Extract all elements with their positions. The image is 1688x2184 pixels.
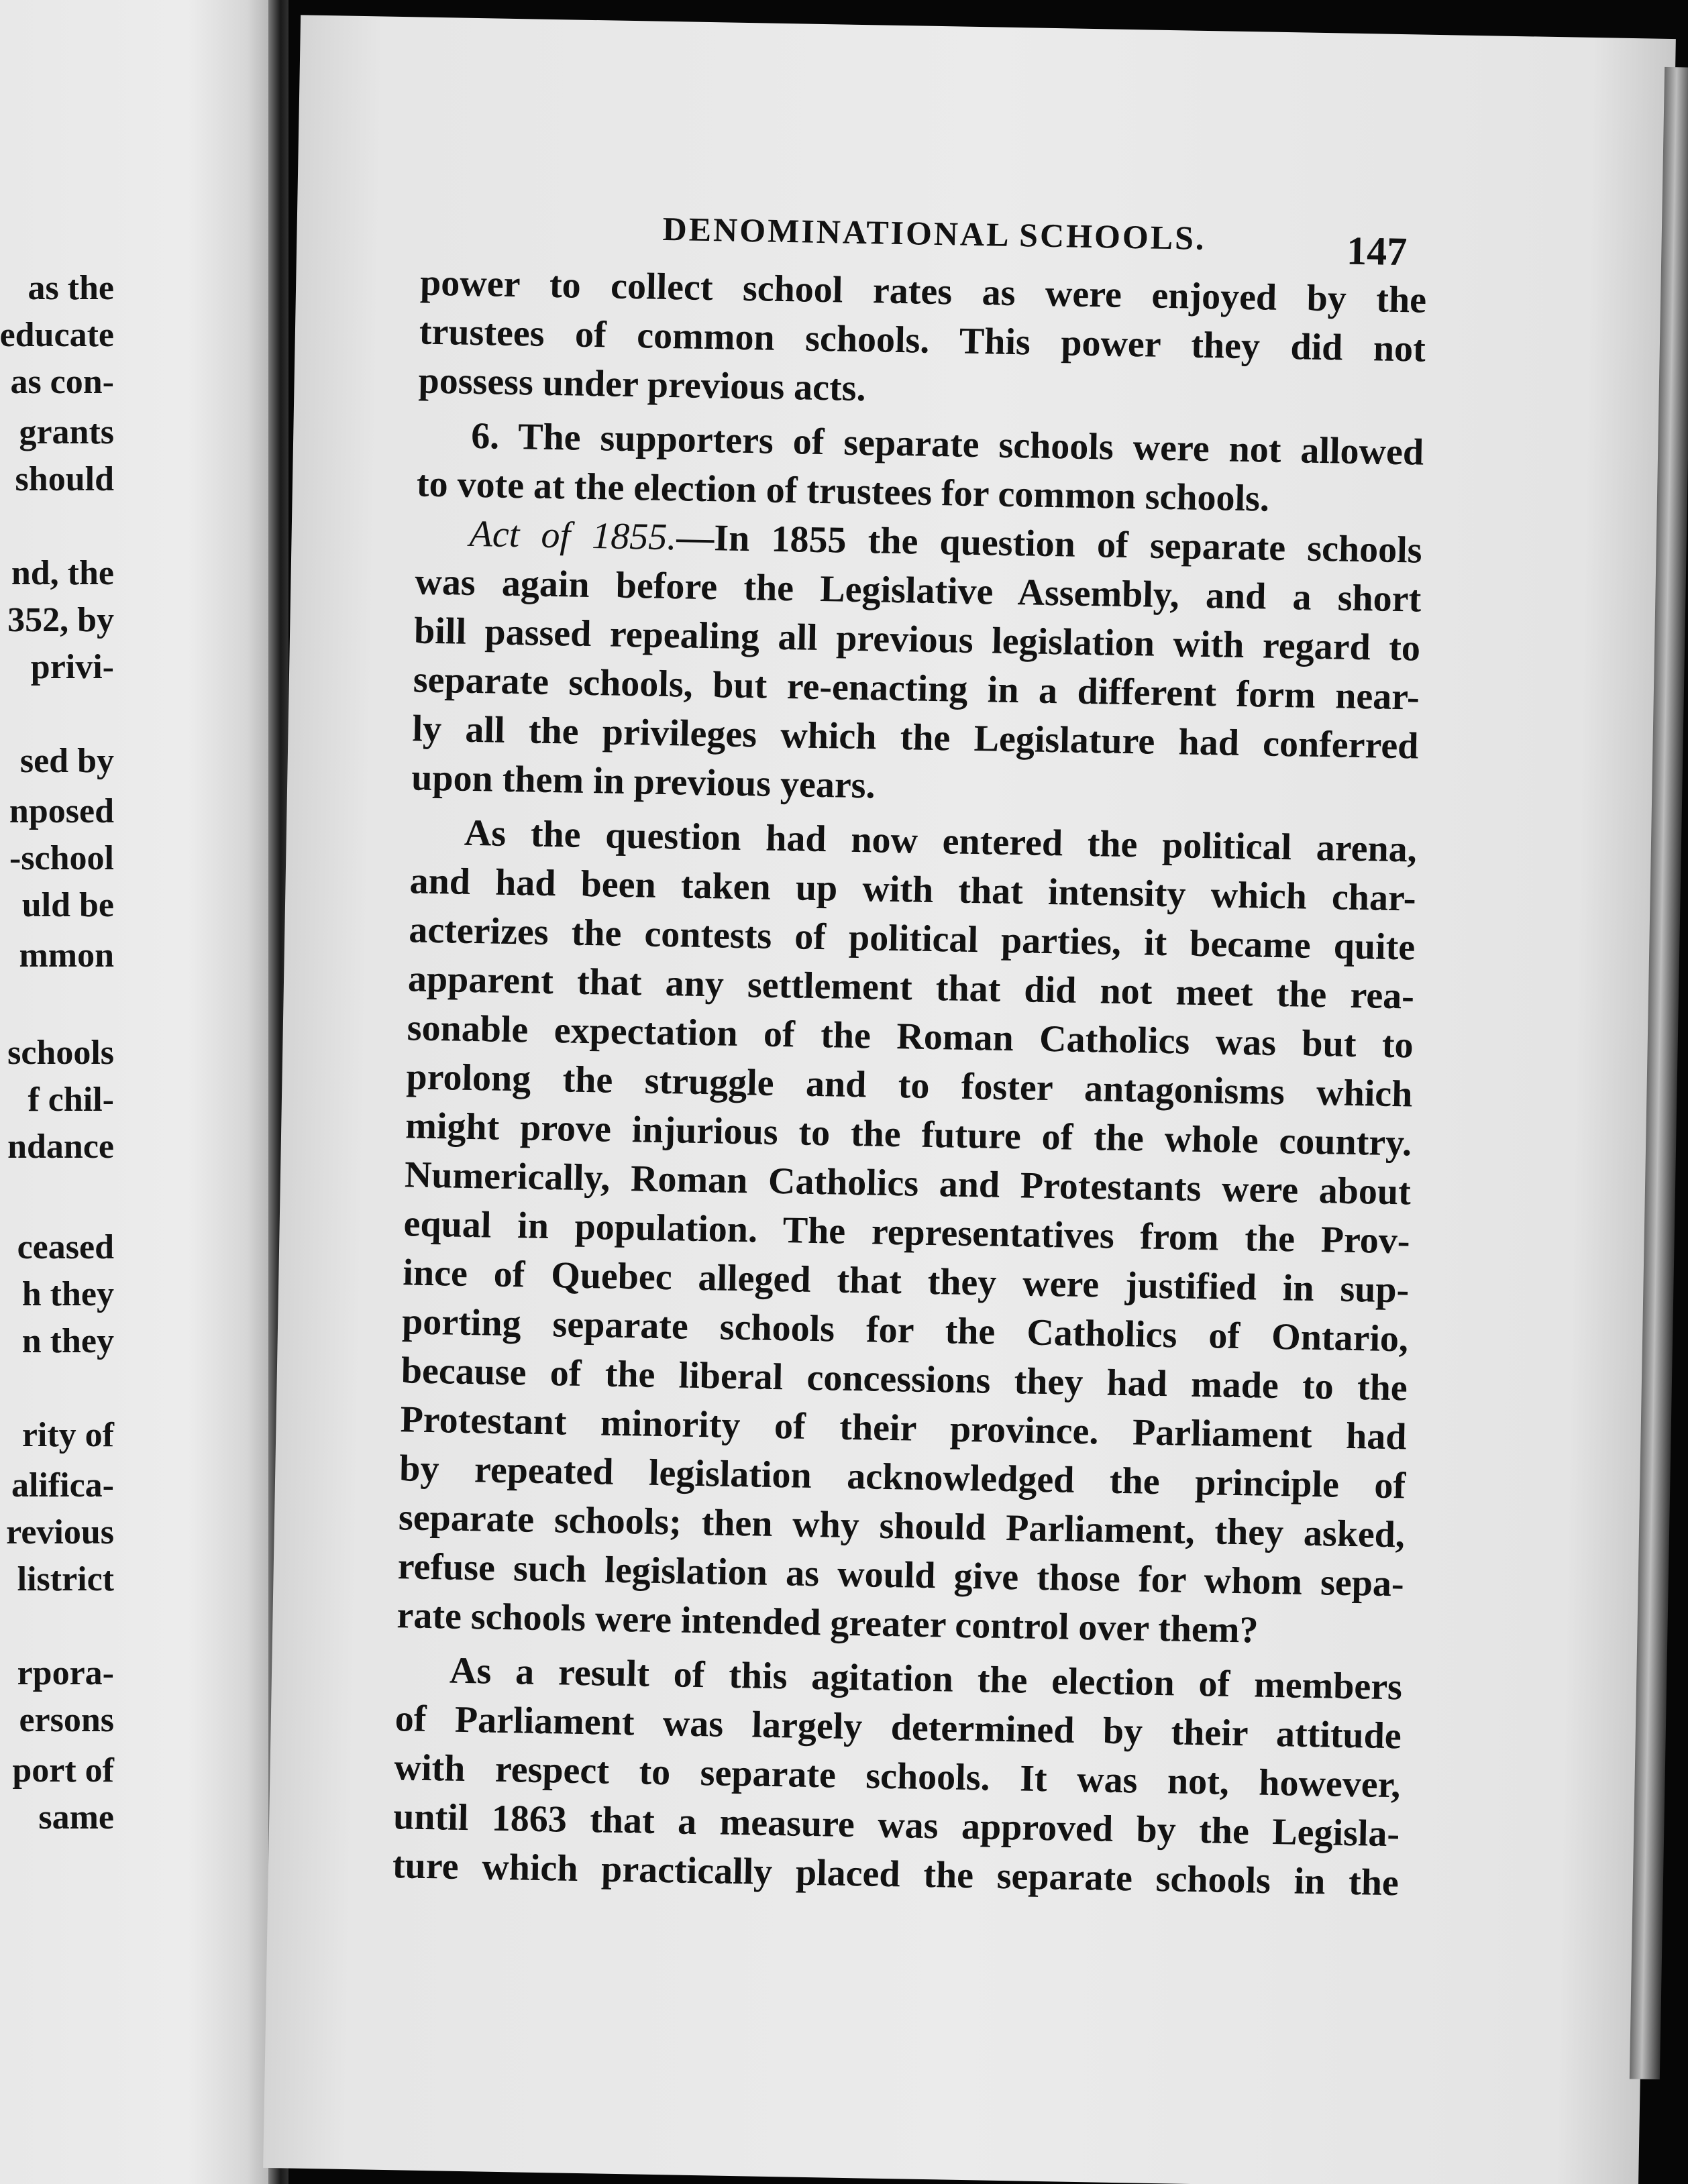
running-title: DENOMINATIONAL SCHOOLS.	[662, 209, 1206, 257]
left-page-line: revious	[6, 1513, 114, 1551]
left-page-line: as the	[28, 269, 114, 307]
left-page-line: ndance	[7, 1128, 114, 1166]
left-page-line: -school	[9, 839, 114, 877]
paragraph-1	[418, 259, 1427, 423]
left-page-line: port of	[12, 1751, 114, 1790]
text-line: upon them in previous years.	[411, 757, 876, 807]
text-line: bill passed repealing all previous legislation with regard to	[413, 610, 1421, 669]
text-line: by repeated legislation acknowledged the principle of	[399, 1448, 1406, 1507]
text-line: might prove injurious to the future of the whole country.	[405, 1105, 1412, 1164]
text-line: prolong the struggle and to foster antagonisms which	[406, 1056, 1413, 1115]
text-line: As a result of this agitation the election of members	[449, 1649, 1403, 1708]
text-line: separate schools, but re-enacting in a different form near-	[413, 659, 1420, 718]
text-line: was again before the Legislative Assembly, and a short	[414, 561, 1422, 620]
page-number: 147	[1346, 228, 1408, 274]
left-page-line: should	[15, 460, 114, 498]
act-first-line: —In 1855 the question of separate schools	[676, 516, 1423, 571]
text-line: refuse such legislation as would give those for whom sepa-	[397, 1545, 1405, 1605]
text-line: 6. The supporters of separate schools were not allowed	[470, 415, 1424, 474]
left-page-line: mmon	[19, 936, 114, 975]
left-page-line: nposed	[9, 792, 114, 830]
left-page-line: h they	[21, 1275, 114, 1313]
paragraph-act-of-1855	[411, 508, 1422, 820]
text-line: ly all the privileges which the Legislature had conferred	[412, 708, 1419, 767]
left-page-line: schools	[7, 1034, 114, 1072]
act-title: Act of 1855.	[469, 512, 677, 559]
left-page-line: grants	[19, 413, 114, 451]
left-page-line: same	[38, 1798, 114, 1837]
text-line: to vote at the election of trustees for common schools.	[416, 463, 1270, 520]
left-page-line: alifica-	[11, 1466, 114, 1505]
text-line: power to collect school rates as were enjoyed by the	[419, 262, 1427, 321]
text-line: As the question had now entered the political arena,	[464, 812, 1418, 871]
text-line: Protestant minority of their province. Parliament had	[400, 1399, 1407, 1458]
left-page-line: ceased	[17, 1228, 114, 1266]
left-page-line: rity of	[21, 1416, 114, 1454]
paragraph-4	[397, 808, 1417, 1657]
paragraph-2	[416, 411, 1424, 526]
text-line: rate schools were intended greater control over them?	[397, 1594, 1259, 1651]
text-line: sonable expectation of the Roman Catholics was but to	[407, 1007, 1414, 1067]
left-page-text	[0, 0, 268, 2184]
left-page-line: listrict	[17, 1560, 114, 1598]
text-line: acterizes the contests of political parties, it became quite	[408, 909, 1416, 969]
left-page-line: educate	[0, 316, 114, 354]
text-line: and had been taken up with that intensity which char-	[409, 860, 1416, 920]
text-line: porting separate schools for the Catholics of Ontario,	[401, 1301, 1409, 1360]
left-page-line: as con-	[10, 363, 114, 401]
left-page-line: f chil-	[28, 1081, 114, 1119]
left-page-line: ersons	[19, 1701, 114, 1739]
text-line: of Parliament was largely determined by their attitude	[394, 1698, 1402, 1757]
text-line: ture which practically placed the separate schools in the	[392, 1845, 1400, 1904]
text-line: separate schools; then why should Parliament, they asked,	[398, 1496, 1406, 1556]
left-page	[0, 0, 268, 2184]
left-page-line: n they	[21, 1322, 114, 1360]
text-line: with respect to separate schools. It was not, however,	[394, 1747, 1401, 1806]
paragraph-5	[392, 1645, 1402, 1908]
text-line: equal in population. The representatives from the Prov-	[403, 1203, 1411, 1262]
left-page-line: nd, the	[11, 554, 114, 592]
left-page-line: rpora-	[17, 1654, 114, 1692]
text-line: apparent that any settlement that did not meet the rea-	[407, 958, 1415, 1018]
left-page-line: 352, by	[7, 601, 114, 639]
page-body	[392, 178, 1428, 1908]
text-line: trustees of common schools. This power they did not	[419, 311, 1426, 370]
left-page-line: privi-	[30, 648, 114, 686]
text-line: because of the liberal concessions they had made to the	[401, 1350, 1408, 1409]
right-page	[263, 15, 1676, 2184]
text-line: possess under previous acts.	[418, 360, 867, 410]
text-line: Numerically, Roman Catholics and Protestants were about	[404, 1154, 1412, 1213]
left-page-line: sed by	[19, 742, 114, 780]
left-page-line: uld be	[21, 886, 114, 924]
text-line: ince of Quebec alleged that they were justified in sup-	[402, 1252, 1410, 1311]
text-line: until 1863 that a measure was approved by the Legisla-	[392, 1796, 1400, 1855]
